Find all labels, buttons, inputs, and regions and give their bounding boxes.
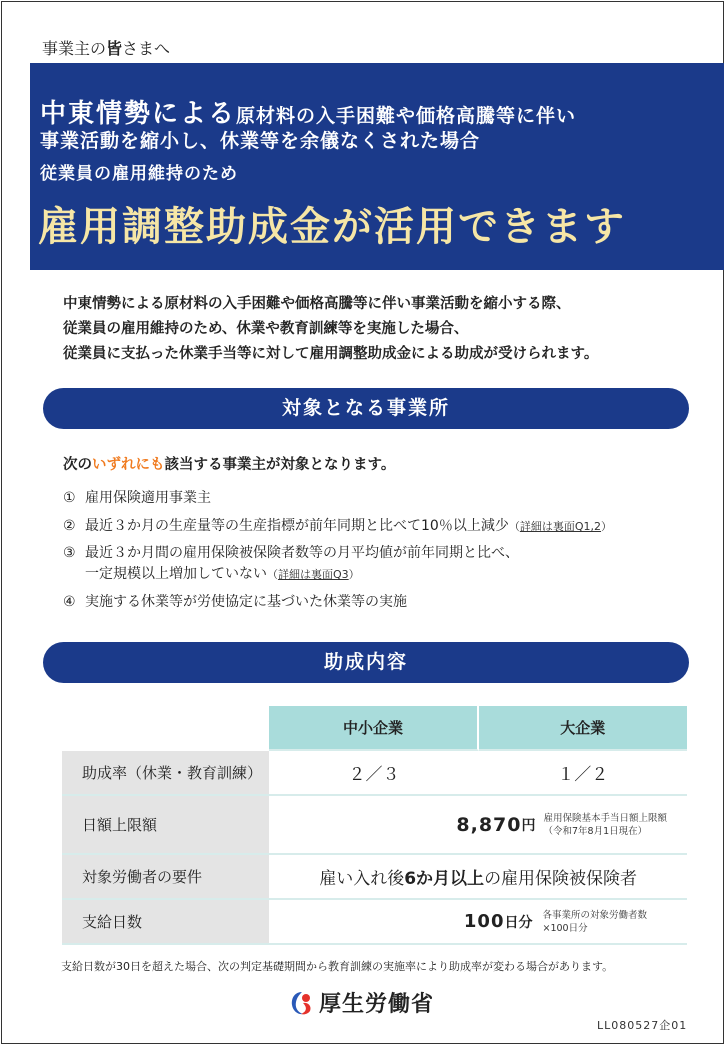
col-header-large: 大企業 [479,706,687,751]
daily-cap: 8,870 円 雇用保険基本手当日額上限額 （令和7年8月1日現在） [269,796,687,855]
salutation: 事業主の皆さまへ [42,39,171,58]
ministry-logo: 厚生労働省 [289,987,434,1018]
mhlw-emblem-icon [289,989,315,1017]
row-label-days: 支給日数 [62,900,269,945]
eligibility-lead: 次のいずれにも該当する事業主が対象となります。 [63,457,396,473]
criterion-4: ④ 実施する休業等が労使協定に基づいた休業等の実施 [63,594,407,610]
criterion-3: ③ 最近３か月間の雇用保険被保険者数等の月平均値が前年同期と比べ、 [63,545,519,561]
row-label-cap: 日額上限額 [62,796,269,855]
banner-line3: 従業員の雇用維持のため [40,164,238,184]
table-footnote: 支給日数が30日を超えた場合、次の判定基礎期間から教育訓練の実施率により助成率が変わる場合があります。 [61,960,614,973]
banner-line1: 中東情勢による原材料の入手困難や価格高騰等に伴い [40,99,577,129]
document-code: LL080527企01 [597,1019,688,1032]
criterion-1: ① 雇用保険適用事業主 [63,490,211,506]
banner-line2: 事業活動を縮小し、休業等を余儀なくされた場合 [40,130,481,152]
intro-paragraph: 中東情勢による原材料の入手困難や価格高騰等に伴い事業活動を縮小する際、 従業員の雇用維持のため、休業や教育訓練等を実施した場合、 従業員に支払った休業手当等に対して雇用調整助成金による助成が受けられます。 [63,296,599,362]
title-banner [30,63,724,270]
criterion-2: ② 最近３か月の生産量等の生産指標が前年同期と比べて10％以上減少（詳細は裏面Q1,2） [63,518,612,534]
worker-requirement: 雇い入れ後6か月以上の雇用保険被保険者 [269,855,687,900]
banner-headline: 雇用調整助成金が活用できます [38,204,626,250]
rate-large: １／２ [479,751,687,796]
detail-link-q12: 詳細は裏面Q1,2 [519,520,601,533]
row-label-requirement: 対象労働者の要件 [62,855,269,900]
detail-link-q3: 詳細は裏面Q3 [278,568,349,581]
table-corner [62,706,269,751]
rate-sme: ２／３ [269,751,478,796]
benefit-table [62,706,687,945]
col-header-sme: 中小企業 [269,706,478,751]
section-benefit-title: 助成内容 [43,642,689,683]
section-eligible-title: 対象となる事業所 [43,388,689,429]
payment-days: 100 日分 各事業所の対象労働者数 ×100日分 [269,900,687,945]
criterion-3-cont: 一定規模以上増加していない（詳細は裏面Q3） [85,566,360,582]
row-label-rate: 助成率（休業・教育訓練） [62,751,269,796]
